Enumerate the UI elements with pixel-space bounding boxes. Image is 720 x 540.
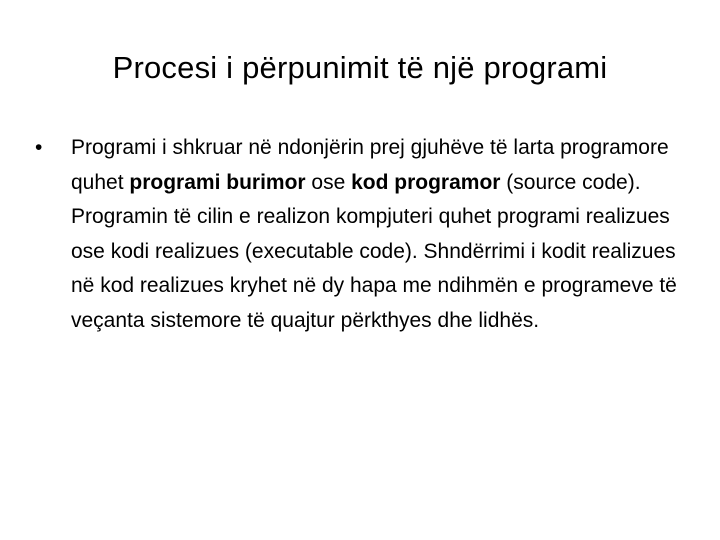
bullet-text-part3: (source code). Programin të cilin e realizon kompjuteri quhet programi realizues ose kodi realizues (executable code). Shndërrimi i kodit realizues në kod realizues kryhet në dy hapa me ndihmën e programeve të veçanta sistemore të quajtur përkthyes dhe lidhës. <box>71 170 677 332</box>
bullet-text-part1: Programi i shkruar në ndonjërin prej gjuhëve të larta programore quhet <box>71 136 669 194</box>
slide-title: Procesi i përpunimit të një programi <box>112 50 608 85</box>
list-item <box>35 131 695 338</box>
bullet-icon: • <box>35 136 43 159</box>
bullet-text-part2: ose <box>305 170 352 194</box>
term-program-code: kod programor <box>351 170 501 194</box>
bullet-list <box>35 131 695 338</box>
term-source-program: programi burimor <box>129 170 306 194</box>
